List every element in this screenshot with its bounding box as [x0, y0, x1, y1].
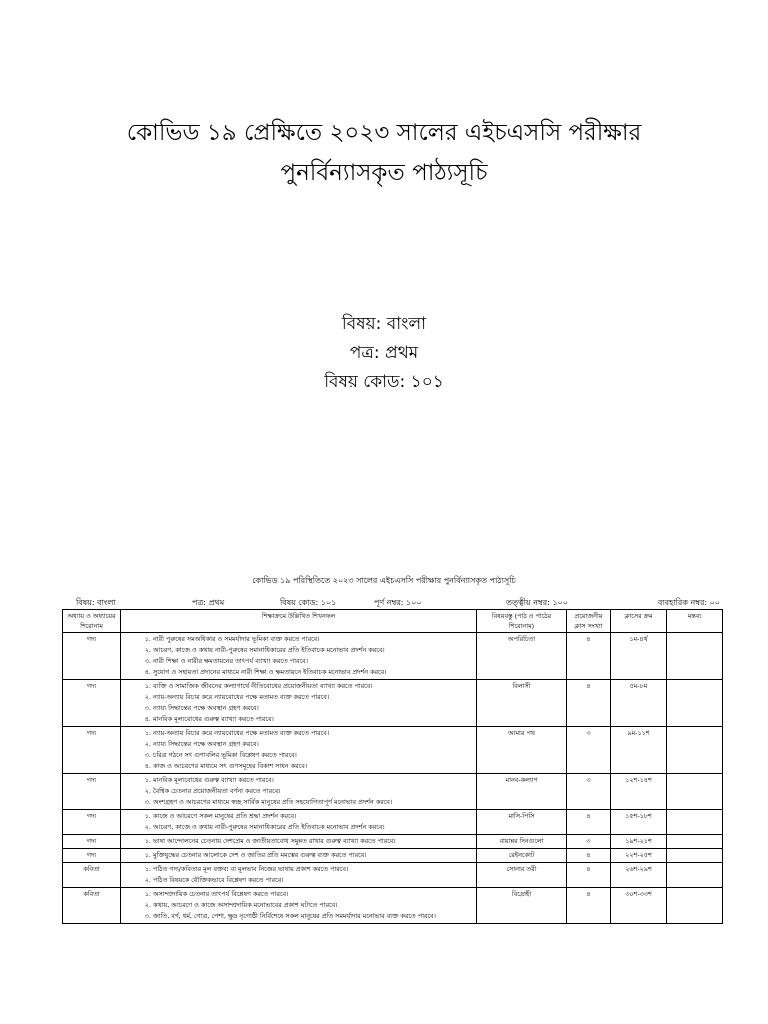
outcome-item: 1. ব্যক্তি ও সামাজিক জীবনের কল্যাণার্থে নীতিবোধের প্রয়োজনীয়তা ব্যাখ্যা করতে পারবে। [153, 681, 474, 691]
classes-cell: ৪ [567, 849, 611, 863]
outcome-item: 1. কাজে ও আচরণে সকল মানুষের প্রতি শ্রদ্ধা প্রদর্শন করবে। [153, 811, 474, 821]
chapter-cell: কবিতা [63, 888, 121, 924]
table-row [63, 863, 723, 888]
outcome-list [123, 811, 474, 832]
table-row [63, 774, 723, 810]
outcome-item: 2. ন্যায্য সিদ্ধান্তের পক্ষে অবস্থান গ্রহণ করবে। [153, 739, 474, 749]
table-header-row [63, 610, 723, 633]
table-row [63, 849, 723, 863]
class-order-cell: ৫ম-৮ম [611, 680, 667, 727]
meta-theory-marks: তত্ত্বীয় নম্বর: ১০০ [506, 598, 568, 607]
class-order-cell: ২৬শ-২৯শ [611, 863, 667, 888]
outcome-item: 2. বৈশ্বিক চেতনার প্রয়োজনীয়তা বর্ণনা করতে পারবে। [153, 786, 474, 796]
outcome-item: 4. মানবিক মূল্যবোধের গুরুত্ব ব্যাখ্যা করতে পারবে। [153, 714, 474, 724]
classes-cell: ৩ [567, 774, 611, 810]
classes-cell: ৩ [567, 727, 611, 774]
chapter-cell: গদ্য [63, 680, 121, 727]
outcomes-cell [121, 888, 477, 924]
outcome-item: 3. ন্যায্য সিদ্ধান্তের পক্ষে অবস্থান গ্রহণ করবে। [153, 703, 474, 713]
outcome-item: 3. নারী শিক্ষা ও নারীর ক্ষমতায়নের তাৎপর্য ব্যাখ্যা করতে পারবে। [153, 656, 474, 666]
content-cell: বায়ান্নর দিনগুলো [477, 835, 567, 849]
table-row [63, 680, 723, 727]
table-row [63, 835, 723, 849]
header-content: বিষয়বস্তু (পাঠ ও পাঠের শিরোনাম) [477, 610, 567, 633]
content-cell: অপরিচিতা [477, 633, 567, 680]
class-order-cell: ১ম-৪র্থ [611, 633, 667, 680]
chapter-cell: গদ্য [63, 774, 121, 810]
remarks-cell [667, 835, 723, 849]
outcomes-cell [121, 810, 477, 835]
outcomes-cell [121, 633, 477, 680]
remarks-cell [667, 680, 723, 727]
outcome-list [123, 850, 474, 860]
classes-cell: ৩ [567, 835, 611, 849]
class-order-cell: ১৫শ-১৮শ [611, 810, 667, 835]
header-classes: প্রয়োজনীয় ক্লাস সংখ্যা [567, 610, 611, 633]
outcome-item: 1. মানবিক মূল্যবোধের গুরুত্ব ব্যাখ্যা করতে পারবে। [153, 775, 474, 785]
chapter-cell: গদ্য [63, 849, 121, 863]
outcome-list [123, 864, 474, 885]
paper-name: পত্র: প্রথম [349, 343, 419, 363]
outcome-item: 4. কাজ ও আচরণের মাধ্যমে সৎ গুণসমূহের বিকাশ সাধন করবে। [153, 761, 474, 771]
content-cell: বিলাসী [477, 680, 567, 727]
outcome-item: 3. চরিত্র গঠনে সৎ গুণাবলির ভূমিকা বিশ্লেষণ করতে পারবে। [153, 750, 474, 760]
outcomes-cell [121, 835, 477, 849]
meta-subject: বিষয়: বাংলা [76, 598, 116, 607]
class-order-cell: ৯ম-১১শ [611, 727, 667, 774]
outcome-item: 2. আচরণ, কাজে ও কথায় নারী-পুরুষের সমানাধিকারের প্রতি ইতিবাচক মনোভাব প্রদর্শন করবে। [153, 645, 474, 655]
table-caption: কোভিড ১৯ পরিস্থিতিতে ২০২৩ সালের এইচএসসি পরীক্ষার পুনর্বিন্যাসকৃত পাঠ্যসূচি [252, 576, 516, 585]
outcome-list [123, 889, 474, 921]
remarks-cell [667, 810, 723, 835]
outcome-item: 4. সুযোগ ও সহায়তা প্রদানের মাধ্যমে নারী শিক্ষা ও ক্ষমতায়নে ইতিবাচক মনোভাব প্রদর্শন করবে। [153, 667, 474, 677]
outcome-item: 1. ন্যায়-অন্যায় বিচার করে ন্যায়বোধের পক্ষে মতামত ব্যক্ত করতে পারবে। [153, 728, 474, 738]
outcome-list [123, 775, 474, 807]
classes-cell: ৪ [567, 888, 611, 924]
class-order-cell: ২২শ-২৫শ [611, 849, 667, 863]
class-order-cell: ১২শ-১৪শ [611, 774, 667, 810]
document-title-line-2: পুনর্বিন্যাসকৃত পাঠ্যসূচি [280, 160, 488, 186]
outcome-item: 1. পঠিত গদ্য/কবিতার মূল বক্তব্য বা মূলভাব নিজের ভাষায় প্রকাশ করতে পারবে। [153, 864, 474, 874]
outcomes-cell [121, 727, 477, 774]
chapter-cell: গদ্য [63, 835, 121, 849]
outcome-item: 3. জাতি, বর্ণ, ধর্ম, গোত্র, পেশা, ক্ষুদ্র নৃগোষ্ঠী নির্বিশেষে সকল মানুষের প্রতি সমমর্যাদার মনোভাব ব্যক্ত করতে পারবে। [153, 911, 474, 921]
subject-code: বিষয় কোড: ১০১ [324, 372, 444, 392]
subject-name: বিষয়: বাংলা [341, 314, 427, 334]
outcome-item: 2. কথায়, আচরণে ও কাজে অসাম্প্রদায়িক মনোভাবের প্রকাশ ঘটাতে পারবে। [153, 900, 474, 910]
remarks-cell [667, 849, 723, 863]
document-title-line-1: কোভিড ১৯ প্রেক্ষিতে ২০২৩ সালের এইচএসসি পরীক্ষার [126, 120, 642, 146]
header-class-order: ক্লাসের ক্রম [611, 610, 667, 633]
classes-cell: ৪ [567, 863, 611, 888]
outcomes-cell [121, 863, 477, 888]
table-row [63, 633, 723, 680]
outcome-item: 1. নারী পুরুষের সমঅধিকার ও সমমর্যাদার ভূমিকা ব্যক্ত করতে পারবে। [153, 634, 474, 644]
chapter-cell: গদ্য [63, 727, 121, 774]
content-cell: মাসি-পিসি [477, 810, 567, 835]
meta-code: বিষয় কোড: ১০১ [280, 598, 337, 607]
table-row [63, 888, 723, 924]
content-cell: মানব-কল্যাণ [477, 774, 567, 810]
table-row [63, 727, 723, 774]
header-chapter: অধ্যায় ও অধ্যায়ের শিরোনাম [63, 610, 121, 633]
header-outcomes: শিক্ষাক্রমে উল্লিখিত শিখনফল [121, 610, 477, 633]
outcomes-cell [121, 849, 477, 863]
content-cell: রেইনকোট [477, 849, 567, 863]
content-cell: আমার পথ [477, 727, 567, 774]
syllabus-table [62, 609, 723, 924]
outcome-item: 2. পঠিত বিষয়কে যৌক্তিকভাবে বিশ্লেষণ করতে পারবে। [153, 875, 474, 885]
remarks-cell [667, 774, 723, 810]
classes-cell: ৪ [567, 810, 611, 835]
chapter-cell: গদ্য [63, 633, 121, 680]
remarks-cell [667, 633, 723, 680]
class-order-cell: ৩০শ-৩৩শ [611, 888, 667, 924]
chapter-cell: গদ্য [63, 810, 121, 835]
outcome-list [123, 681, 474, 724]
outcomes-cell [121, 680, 477, 727]
header-remarks: মন্তব্য [667, 610, 723, 633]
classes-cell: ৪ [567, 633, 611, 680]
chapter-cell: কবিতা [63, 863, 121, 888]
meta-practical-marks: ব্যবহারিক নম্বর: ০০ [657, 598, 720, 607]
outcome-item: 1. অসাম্প্রদায়িক চেতনার তাৎপর্য বিশ্লেষণ করতে পারবে। [153, 889, 474, 899]
syllabus-body [63, 633, 723, 924]
outcome-item: 3. অংশগ্রহণ ও আচরণের মাধ্যমে স্বচ্ছ সার্বিক মানুষের প্রতি সহযোগিতাপূর্ণ মনোভাব প্রদর্শন করবে। [153, 797, 474, 807]
remarks-cell [667, 727, 723, 774]
outcome-item: 2. আচরণ, কাজে ও কথায় নারী-পুরুষের সমানাধিকারের প্রতি ইতিবাচক মনোভাব প্রদর্শন করবে। [153, 822, 474, 832]
outcome-item: 1. ভাষা আন্দোলনের চেতনায় দেশপ্রেম ও জাতীয়তাবোধ সমুন্নত রাখার গুরুত্ব ব্যাখ্যা করতে পারবে। [153, 836, 474, 846]
outcome-item: 2. ন্যায়-অন্যায় বিচার করে ন্যায়বোধের পক্ষে মতামত ব্যক্ত করতে পারবে। [153, 692, 474, 702]
outcome-item: 1. মুক্তিযুদ্ধের চেতনার আলোকে দেশ ও জাতির প্রতি মমত্বের গুরুত্ব ব্যক্ত করতে পারবে। [153, 850, 474, 860]
meta-paper: পত্র: প্রথম [192, 598, 225, 607]
meta-full-marks: পূর্ণ নম্বর: ১০০ [374, 598, 422, 607]
outcome-list [123, 728, 474, 771]
remarks-cell [667, 863, 723, 888]
outcome-list [123, 634, 474, 677]
outcome-list [123, 836, 474, 846]
classes-cell: ৪ [567, 680, 611, 727]
class-order-cell: ১৯শ-২১শ [611, 835, 667, 849]
content-cell: সোনার তরী [477, 863, 567, 888]
outcomes-cell [121, 774, 477, 810]
remarks-cell [667, 888, 723, 924]
table-row [63, 810, 723, 835]
content-cell: বিদ্রোহী [477, 888, 567, 924]
